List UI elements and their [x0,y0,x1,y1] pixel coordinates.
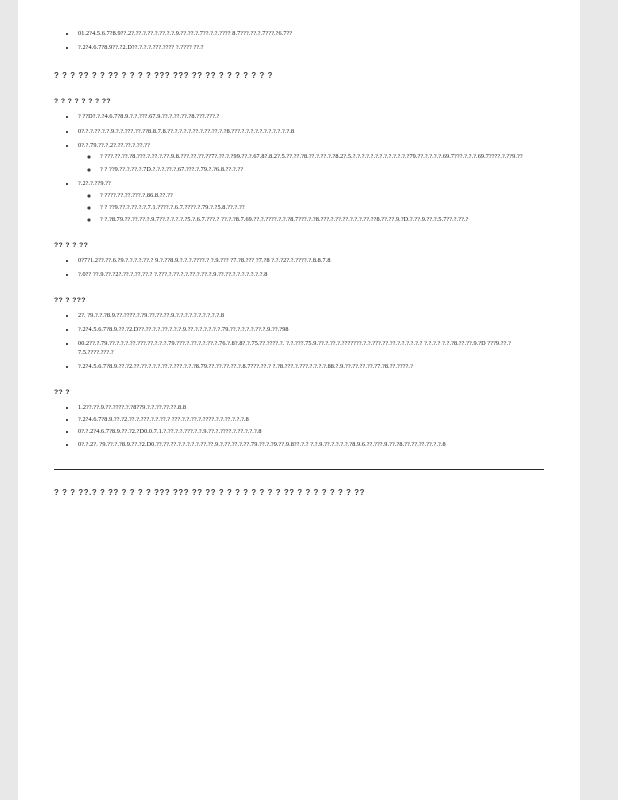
list-item: • ? ??D?.?.?4.6.7?8.9.?.?.???.67.9.??.?.??.??.?8.???.???.? [76,113,544,121]
list-item: • 0?.?.2?4.6.7?8.9.??.?2.?D0.0.7.1.?.??.?.?.???.?.?.9.??.?.????.?.??.?.?.?.8 [76,428,544,436]
section-heading-1: ? ? ? ?? ? ? ?? ? ? ? ? ??? ??? ?? ?? ? ? ? ? ? ? ? [54,70,273,80]
list-item: • ?.2?4.5.6.7?8.9.??.?2.D??.??.?.?.??.?.?.?.9.??.?.?.?.?.?.?.79.??.?.?.?.?.??.?.9.??.?98 [76,326,544,334]
subsection-heading-1: ? ? ? ? ? ? ? ?? [54,98,111,106]
list-item: • 2?. ?9.?.?.?8.9.??.????.?.?9.??.??.??.9.?.?.?.?.?.?.?.?.?.?.8 [76,312,544,320]
subsection-heading-3: ?? ? ??? [54,296,86,304]
list-item: • 0?.?.?.??.?.?.9.?.?.???.??.??8.8.7.8.??.?.?.?.?.??.?.??.??.?.?8.???.?.?.?.?.?.?.?.?.?.?.?.8 [76,128,544,136]
list-item [76,180,544,224]
list-item: ◦ ? ? ??9.??.?.??.?.?.7.1.????.?.6.7.????.?.79.?.?5.8.??.?.?? [98,204,544,212]
list-item: • 00.2??.?.79.??.?.?.?.??.???.??.?.?.?.79.???.?.??.?.?.??.?.76.?.8?.8?.?.75.??.????.?. ?.?.???.75.9.??.?.??.?.???????.?.?.???.??.??.?.?.?.?.?.? ?.?.?.? ?.?.?8.??.??.9.?D ???9.??.?7.5.????.???.? [76,340,544,357]
list-item: • ?.2?4.5.6.7?8.9.??.?2.??.??.?.?.?.??.?.???.?.?.?8.79.??.??.??.??.?.8.7???.??.? ?.?8.???.?.???.?.?.?.?.88.?.9.??.??.??.??.?7.?8.??.????.? [76,363,544,371]
list-item: • 0?.?.2?. ?9.??.?.?8.9.??.?2.D0.??.??.??.?.?.?.?.?.??.??.9.?.??.??.?.??.79.??.?.?9.??.9.8??.?.? ?.?.9.??.?.?.?.?.?8.9.6.??.???.9.??.?8.??.??.??.??.?.?.8 [76,441,544,449]
list-item: ◦ ? ???.??.??.?8.???.?.??.?.??.9.8.???.??.??.??7?.??.?.?99.??.?.67.8?.8.2?.5.??.??.?8.??.?.??.?.?8.2?.5.?.?.?.?.?.?.?.?.?.?.?.?.?79.??.?.?.?.?.69.7???.?.?.?.69.7????.?.??9.?? [98,153,544,161]
list-item: • 1.2??.??.9.??.????.?.?8??9.?.?.??.??.??.8.8 [76,404,544,412]
nested-list [78,153,544,174]
list-item-text: ?.2?.?.??9.?? [78,180,111,188]
list-item: • ?.0?? ??.9.??.?2?.??.?.??.??.? ?.???.?.??.?.?.??.?.??.?.9.??.??.?.?.?.?.?.?.?.8 [76,271,544,279]
list-item: • 01.2?4.5.6.7?8.9??.2?.??.?.??.?.??.?.?.9.??.??.?.7??.?.?.???? 8.7???.??.?.7???.?6.7?? [76,30,544,38]
document-page [18,0,580,800]
list-item: • ?.2?4.6.7?8.9??.?2.D??.?.?.?.???.???? ?.???? ??.? [76,44,544,52]
subsection-4-list [54,404,544,449]
section-divider [54,469,544,470]
list-item-text: 0?.?.79.??.?.2?.??.??.?.??.?? [78,142,150,150]
subsection-heading-2: ?? ? ? ?? [54,241,89,249]
list-item: ◦ ? ????.??.??.???.?.86.8.??.?? [98,192,544,200]
list-item: • ?.2?4.6.7?8.9.??.?2.??.?.???.?.?.??.? ???.?.?.??.?.????.?.?.??.?.?.?.8 [76,416,544,424]
footer-heading: ? ? ? ??.? ? ?? ? ? ? ? ??? ??? ?? ?? ? ? ? ? ? ? ? ? ?? ? ? ? ? ? ? ? ?? [54,488,365,498]
list-item: ◦ ? ? ??9.??.?.??.?.7D.?.?.?.??.?.67.???.?.79.?.?6.8.??.?.?? [98,166,544,174]
list-item [76,142,544,174]
list-item: • 0?7?1.2??.??.6.?9.?.?.?.?.??.? 9.?.??8.9.?.?.?.????.? ?.9.??? ?7.?8.??? ?7.?8 ?.?.?2?.?.????.?.8.8.7.8 [76,257,544,265]
subsection-2-list [54,257,544,280]
subsection-heading-4: ?? ? [54,388,70,396]
subsection-1-list [54,113,544,224]
document-content [54,30,544,499]
list-item: ◦ ? ?.?8.79.??.??.??.?.9.7??.?.?.?.?.?5.?.6.7.???.? ??.?.?8.7.69.??.?.????.?.?.?8.7???.?.?8.???.?.??.??.?.?.?.??.??8.??.??.9.?D.?.??.9.??.?.5.7??.?.??.? [98,216,544,224]
top-bullet-list [54,30,544,53]
nested-list [78,192,544,225]
subsection-3-list [54,312,544,372]
